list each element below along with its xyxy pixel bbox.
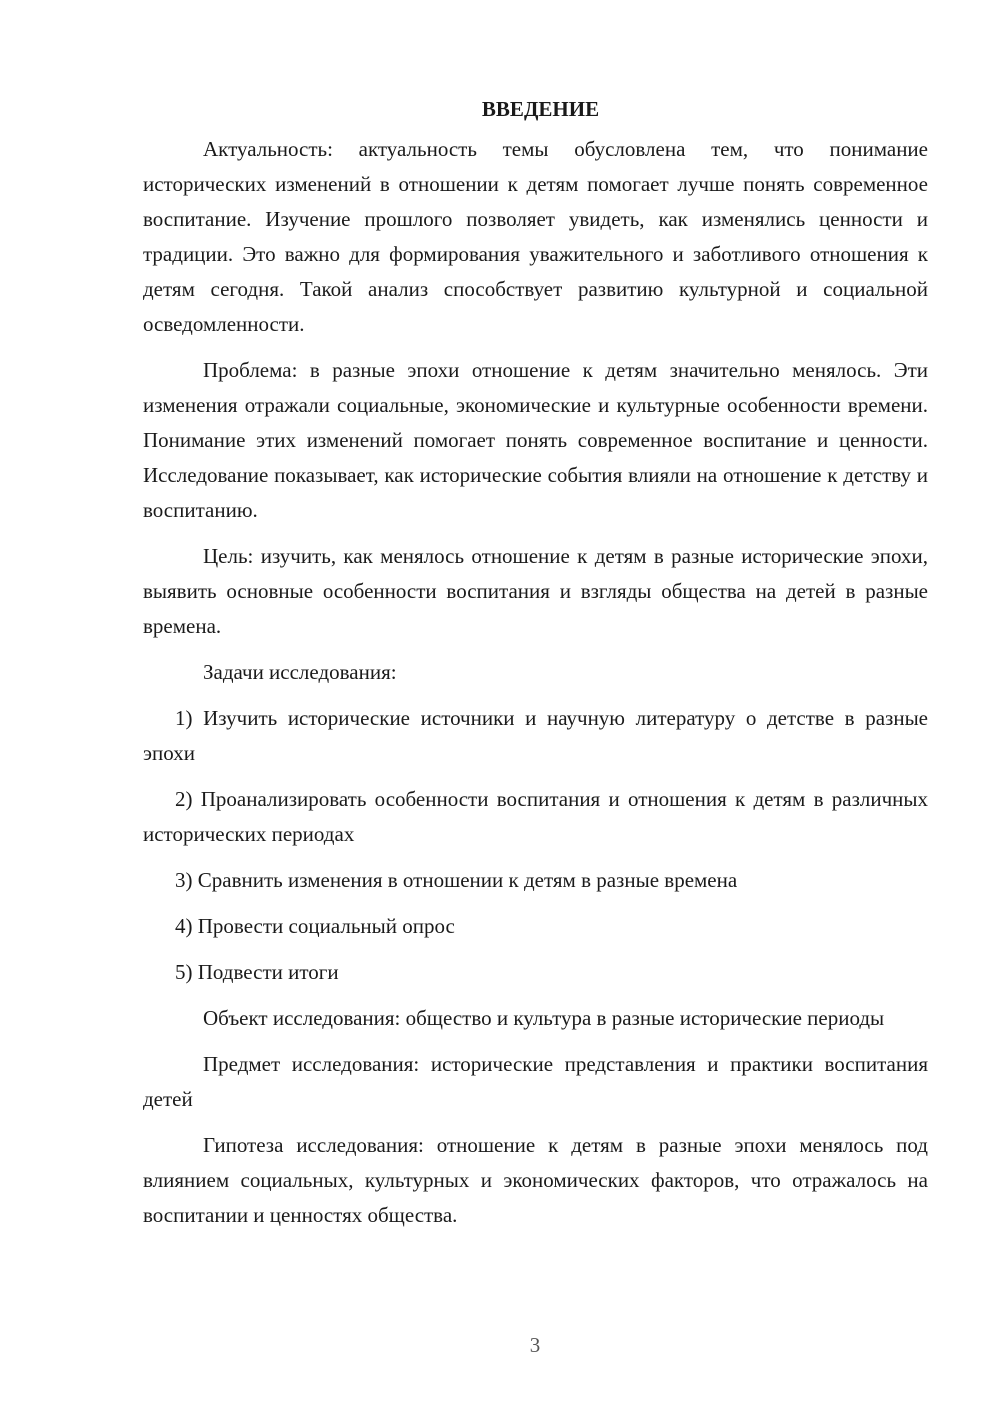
task-item-2: 2) Проанализировать особенности воспитания и отношения к детям в различных исторических периодах xyxy=(143,787,928,846)
document-page xyxy=(143,92,928,1233)
paragraph-relevance: Актуальность: актуальность темы обусловлена тем, что понимание исторических изменений в отношении к детям помогает лучше понять современное воспитание. Изучение прошлого позволяет увидеть, как изменялись ценности и традиции. Это важно для формирования уважительного и заботливого отношения к детям сегодня. Такой анализ способствует развитию культурной и социальной осведомленности. xyxy=(143,137,928,336)
section-title: ВВЕДЕНИЕ xyxy=(481,97,600,121)
paragraph-hypothesis: Гипотеза исследования: отношение к детям в разные эпохи менялось под влиянием социальных, культурных и экономических факторов, что отражалось на воспитании и ценностях общества. xyxy=(143,1133,928,1227)
task-item-5: 5) Подвести итоги xyxy=(175,960,339,984)
tasks-heading: Задачи исследования: xyxy=(203,660,397,684)
task-item-1: 1) Изучить исторические источники и научную литературу о детстве в разные эпохи xyxy=(143,706,928,765)
page-number: 3 xyxy=(529,1333,541,1357)
task-item-3: 3) Сравнить изменения в отношении к детям в разные времена xyxy=(175,868,738,892)
paragraph-object: Объект исследования: общество и культура в разные исторические периоды xyxy=(203,1006,885,1030)
paragraph-subject: Предмет исследования: исторические представления и практики воспитания детей xyxy=(143,1052,928,1111)
paragraph-goal: Цель: изучить, как менялось отношение к детям в разные исторические эпохи, выявить основные особенности воспитания и взгляды общества на детей в разные времена. xyxy=(143,544,928,638)
task-item-4: 4) Провести социальный опрос xyxy=(175,914,455,938)
paragraph-problem: Проблема: в разные эпохи отношение к детям значительно менялось. Эти изменения отражали социальные, экономические и культурные особенности времени. Понимание этих изменений помогает понять современное воспитание и ценности. Исследование показывает, как исторические события влияли на отношение к детству и воспитанию. xyxy=(143,358,928,522)
